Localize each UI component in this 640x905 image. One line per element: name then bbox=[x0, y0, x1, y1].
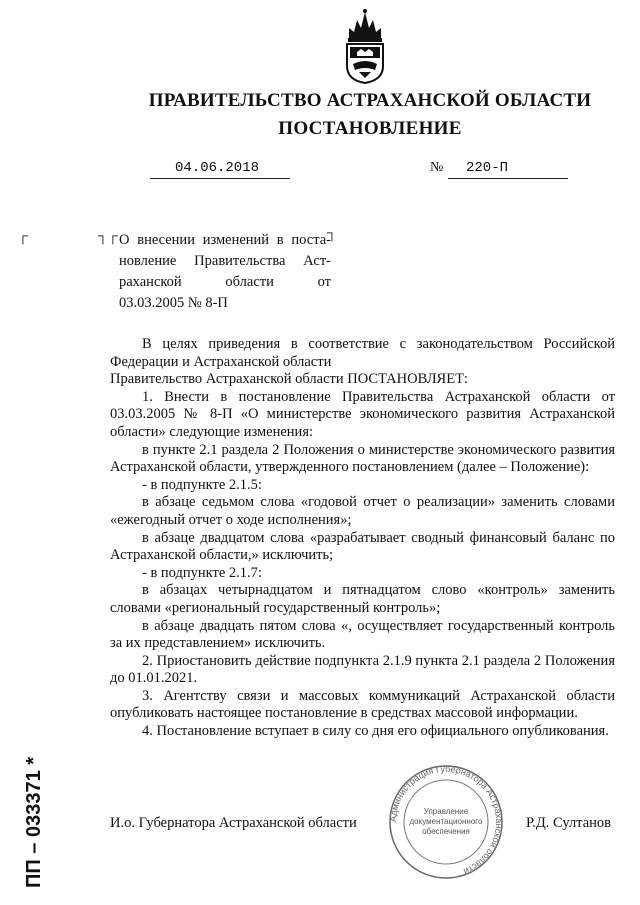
org-title: ПРАВИТЕЛЬСТВО АСТРАХАНСКОЙ ОБЛАСТИ bbox=[148, 90, 592, 111]
paragraph: 1. Внести в постановление Правительства Астраханской области от 03.03.2005 № 8-П «О министерстве экономического развития Астраханской области» следующие изменения: bbox=[110, 388, 615, 440]
subject-line: раханской области от bbox=[119, 274, 331, 290]
stamp-inner-line: Управление bbox=[423, 807, 469, 816]
corner-mark-subject-left: ┐┌ bbox=[98, 229, 118, 244]
serial-text: ПП – 033371 * bbox=[23, 756, 45, 888]
paragraph: 3. Агентству связи и массовых коммуникаций Астраханской области опубликовать настоящее постановление в средствах массовой информации. bbox=[110, 687, 615, 722]
stamp-outer-text: Администрация Губернатора Астраханской области bbox=[387, 763, 505, 877]
subject-block bbox=[119, 230, 331, 314]
paragraph: в абзаце двадцать пятом слова «, осуществляет государственный контроль за их представлением» исключить. bbox=[110, 617, 615, 652]
stamp-inner-line: документационного bbox=[409, 817, 483, 826]
corner-mark-left: ┌ bbox=[18, 229, 28, 244]
paragraph: в абзаце двадцатом слова «разрабатывает сводный финансовый баланс по Астраханской области,» исключить; bbox=[110, 529, 615, 564]
signer-position: И.о. Губернатора Астраханской области bbox=[110, 815, 357, 831]
paragraph: в пункте 2.1 раздела 2 Положения о министерстве экономического развития Астраханской области, утвержденного постановлением (далее – Положение): bbox=[110, 441, 615, 476]
paragraph: Правительство Астраханской области ПОСТАНОВЛЯЕТ: bbox=[110, 371, 468, 388]
coat-of-arms-emblem bbox=[339, 8, 391, 84]
subject-line: О внесении изменений в поста- bbox=[119, 232, 331, 248]
subject-line: новление Правительства Аст- bbox=[119, 253, 331, 269]
paragraph: - в подпункте 2.1.5: bbox=[142, 476, 262, 493]
stamp-inner-line: обеспечения bbox=[422, 827, 470, 836]
number-label: № bbox=[430, 160, 444, 175]
paragraph: в абзацах четырнадцатом и пятнадцатом слово «контроль» заменить словами «региональный государственный контроль»; bbox=[110, 582, 615, 616]
number-underline bbox=[448, 178, 568, 179]
doc-type-title: ПОСТАНОВЛЕНИЕ bbox=[278, 118, 462, 139]
paragraph: В целях приведения в соответствие с законодательством Российской Федерации и Астраханской области bbox=[110, 336, 615, 370]
doc-number: 220-П bbox=[466, 160, 509, 176]
paragraph: - в подпункте 2.1.7: bbox=[142, 564, 262, 581]
paragraph: 4. Постановление вступает в силу со дня его официального опубликования. bbox=[142, 723, 609, 740]
doc-date: 04.06.2018 bbox=[175, 160, 260, 176]
form-serial-number bbox=[10, 700, 50, 890]
paragraph: в абзаце седьмом слова «годовой отчет о реализации» заменить словами «ежегодный отчет о ходе исполнения»; bbox=[110, 494, 615, 528]
paragraph: 2. Приостановить действие подпункта 2.1.9 пункта 2.1 раздела 2 Положения до 01.01.2021. bbox=[110, 652, 615, 687]
subject-line: 03.03.2005 № 8-П bbox=[119, 295, 228, 311]
official-stamp bbox=[369, 762, 524, 882]
date-underline bbox=[150, 178, 290, 179]
corner-mark-subject-right: ┐ bbox=[327, 226, 337, 241]
signer-name: Р.Д. Султанов bbox=[526, 815, 611, 831]
document-body bbox=[110, 336, 615, 741]
